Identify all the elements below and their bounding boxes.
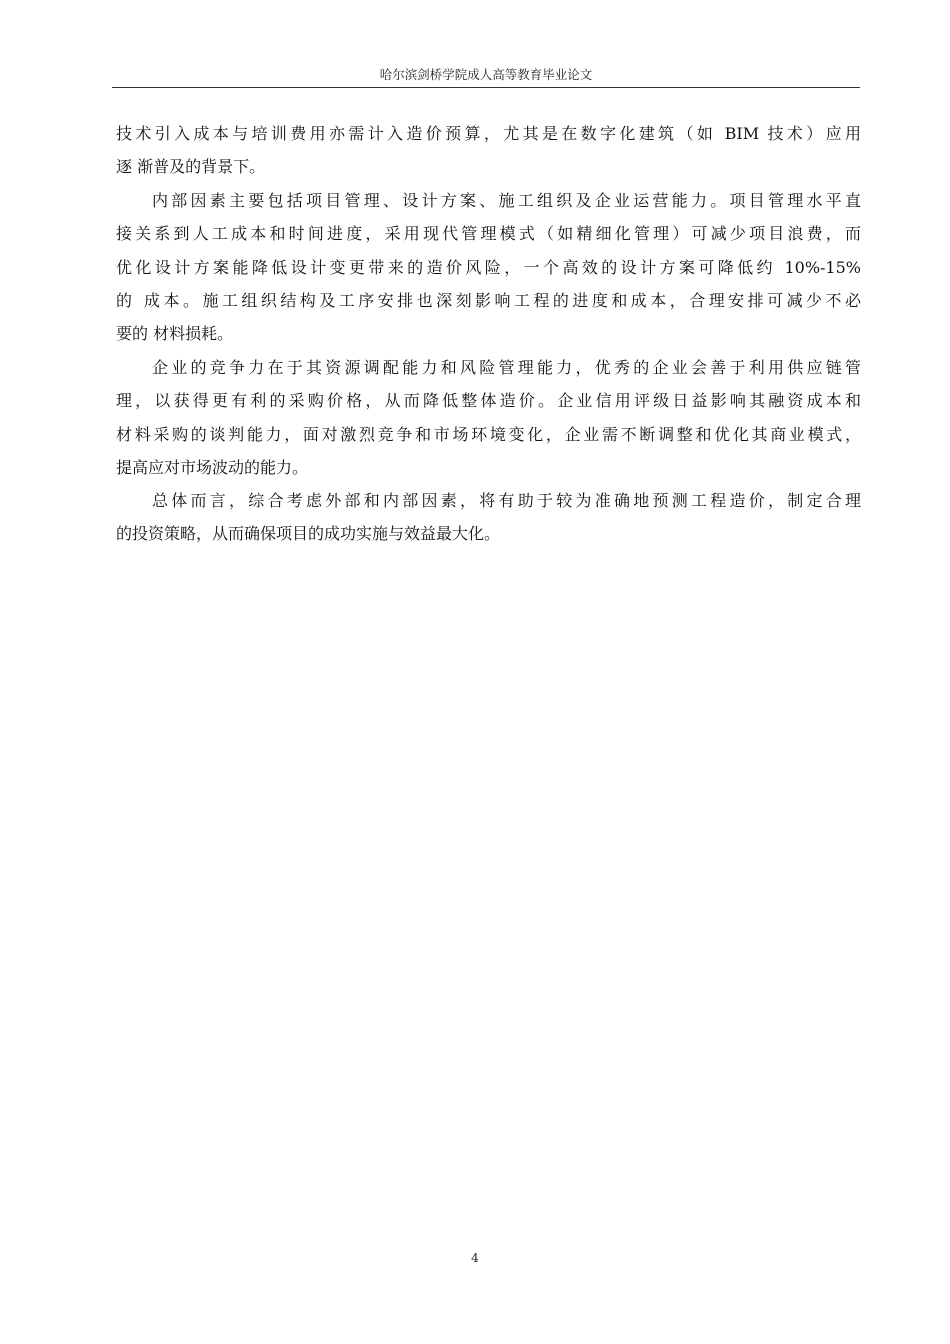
text-line: 逐 渐普及的背景下。	[116, 157, 266, 176]
text-line: 优化设计方案能降低设计变更带来的造价风险，一个高效的设计方案可降低约 10%-15%	[116, 258, 861, 277]
running-header: 哈尔滨剑桥学院成人高等教育毕业论文	[379, 67, 593, 82]
text-line: 的投资策略，从而确保项目的成功实施与效益最大化。	[116, 524, 501, 543]
text-line: 材料采购的谈判能力，面对激烈竞争和市场环境变化，企业需不断调整和优化其商业模式，	[116, 425, 861, 444]
text-line: 提高应对市场波动的能力。	[116, 458, 309, 477]
text-line: 企业的竞争力在于其资源调配能力和风险管理能力，优秀的企业会善于利用供应链管	[152, 358, 861, 377]
text-line: 要的 材料损耗。	[116, 324, 234, 343]
text-line: 理，以获得更有利的采购价格，从而降低整体造价。企业信用评级日益影响其融资成本和	[116, 391, 861, 410]
text-line: 技术引入成本与培训费用亦需计入造价预算，尤其是在数字化建筑（如 BIM 技术）应用	[116, 124, 861, 143]
header-rule	[112, 87, 860, 88]
text-line: 内部因素主要包括项目管理、设计方案、施工组织及企业运营能力。项目管理水平直	[152, 191, 861, 210]
text-line: 的 成本。施工组织结构及工序安排也深刻影响工程的进度和成本，合理安排可减少不必	[116, 291, 861, 310]
text-line: 接关系到人工成本和时间进度，采用现代管理模式（如精细化管理）可减少项目浪费，而	[116, 224, 861, 243]
page-number: 4	[471, 1251, 479, 1265]
text-line: 总体而言，综合考虑外部和内部因素，将有助于较为准确地预测工程造价，制定合理	[152, 491, 861, 510]
